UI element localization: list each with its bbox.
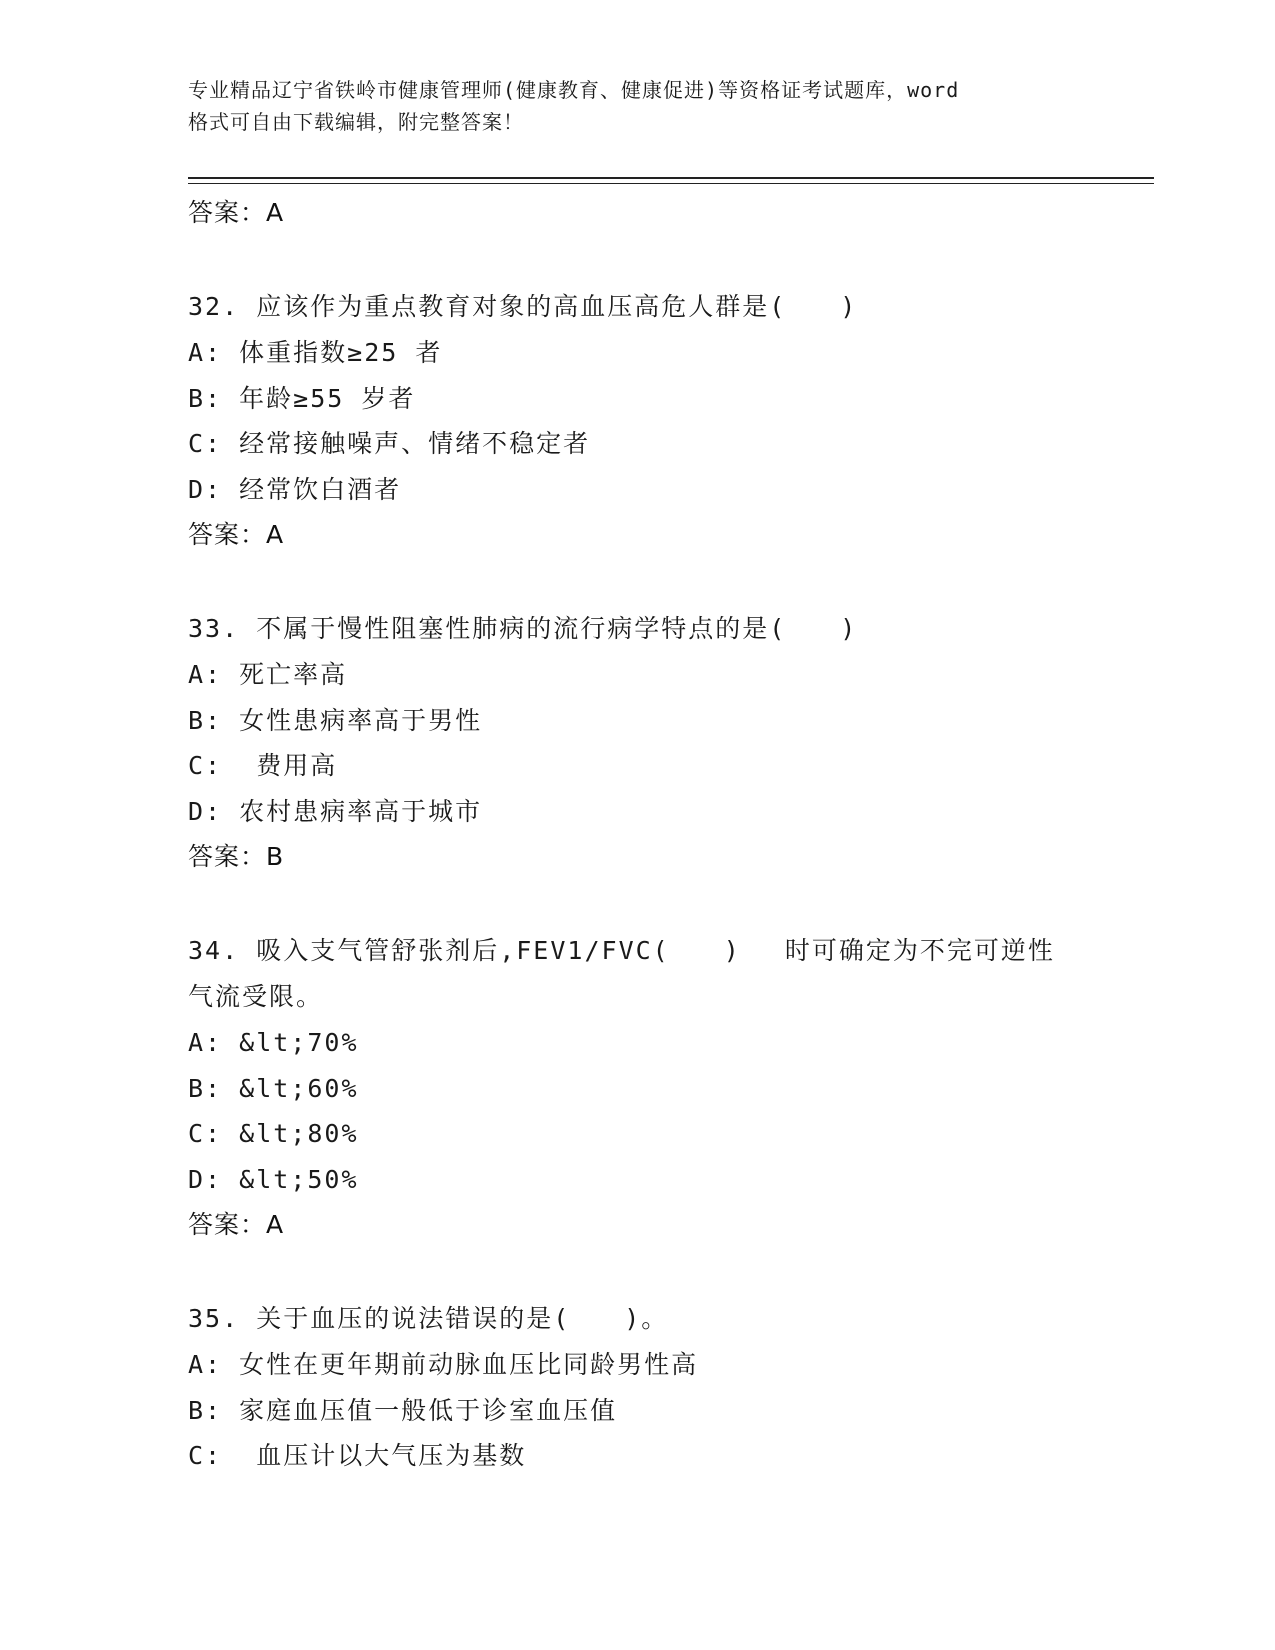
question-34: [188, 928, 1088, 1253]
answer-label: 答案：A: [188, 520, 285, 549]
option-d: D: 农村患病率高于城市: [188, 796, 483, 826]
option-b: B: 年龄≥55 岁者: [188, 383, 416, 413]
document-header: [188, 74, 1088, 138]
question-35: [188, 1296, 1088, 1479]
option-a: A: 体重指数≥25 者: [188, 338, 443, 367]
option-a: A: 死亡率高: [188, 660, 348, 689]
header-divider-thin: [188, 183, 1154, 184]
question-stem: 35. 关于血压的说法错误的是( )。: [188, 1304, 669, 1333]
question-33: [188, 606, 1088, 885]
question-stem: 33. 不属于慢性阻塞性肺病的流行病学特点的是( ): [188, 614, 858, 643]
question-list: [188, 190, 1088, 1479]
header-line-2: 格式可自由下载编辑，附完整答案！: [188, 110, 524, 134]
option-c: C: &lt;80%: [188, 1119, 359, 1148]
header-line-1: 专业精品辽宁省铁岭市健康管理师(健康教育、健康促进)等资格证考试题库，word: [188, 78, 960, 102]
option-c: C: 经常接触噪声、情绪不稳定者: [188, 429, 591, 458]
option-d: D: &lt;50%: [188, 1164, 359, 1194]
answer-31: 答案：A: [188, 198, 285, 227]
option-c: C: 费用高: [188, 751, 338, 780]
option-c: C: 血压计以大气压为基数: [188, 1441, 527, 1470]
option-a: A: &lt;70%: [188, 1028, 359, 1057]
header-divider-thick: [188, 177, 1154, 179]
question-stem: 32. 应该作为重点教育对象的高血压高危人群是( ): [188, 292, 858, 321]
answer-label: 答案：B: [188, 842, 285, 871]
question-32: [188, 284, 1088, 563]
option-b: B: 女性患病率高于男性: [188, 705, 483, 735]
option-a: A: 女性在更年期前动脉血压比同龄男性高: [188, 1350, 699, 1379]
answer-label: 答案：A: [188, 1210, 285, 1239]
option-b: B: &lt;60%: [188, 1073, 359, 1103]
question-stem: 34. 吸入支气管舒张剂后,FEV1/FVC( ) 时可确定为不完可逆性: [188, 936, 1055, 965]
option-b: B: 家庭血压值一般低于诊室血压值: [188, 1395, 618, 1425]
question-stem-continued: 气流受限。: [188, 982, 324, 1011]
option-d: D: 经常饮白酒者: [188, 474, 402, 504]
